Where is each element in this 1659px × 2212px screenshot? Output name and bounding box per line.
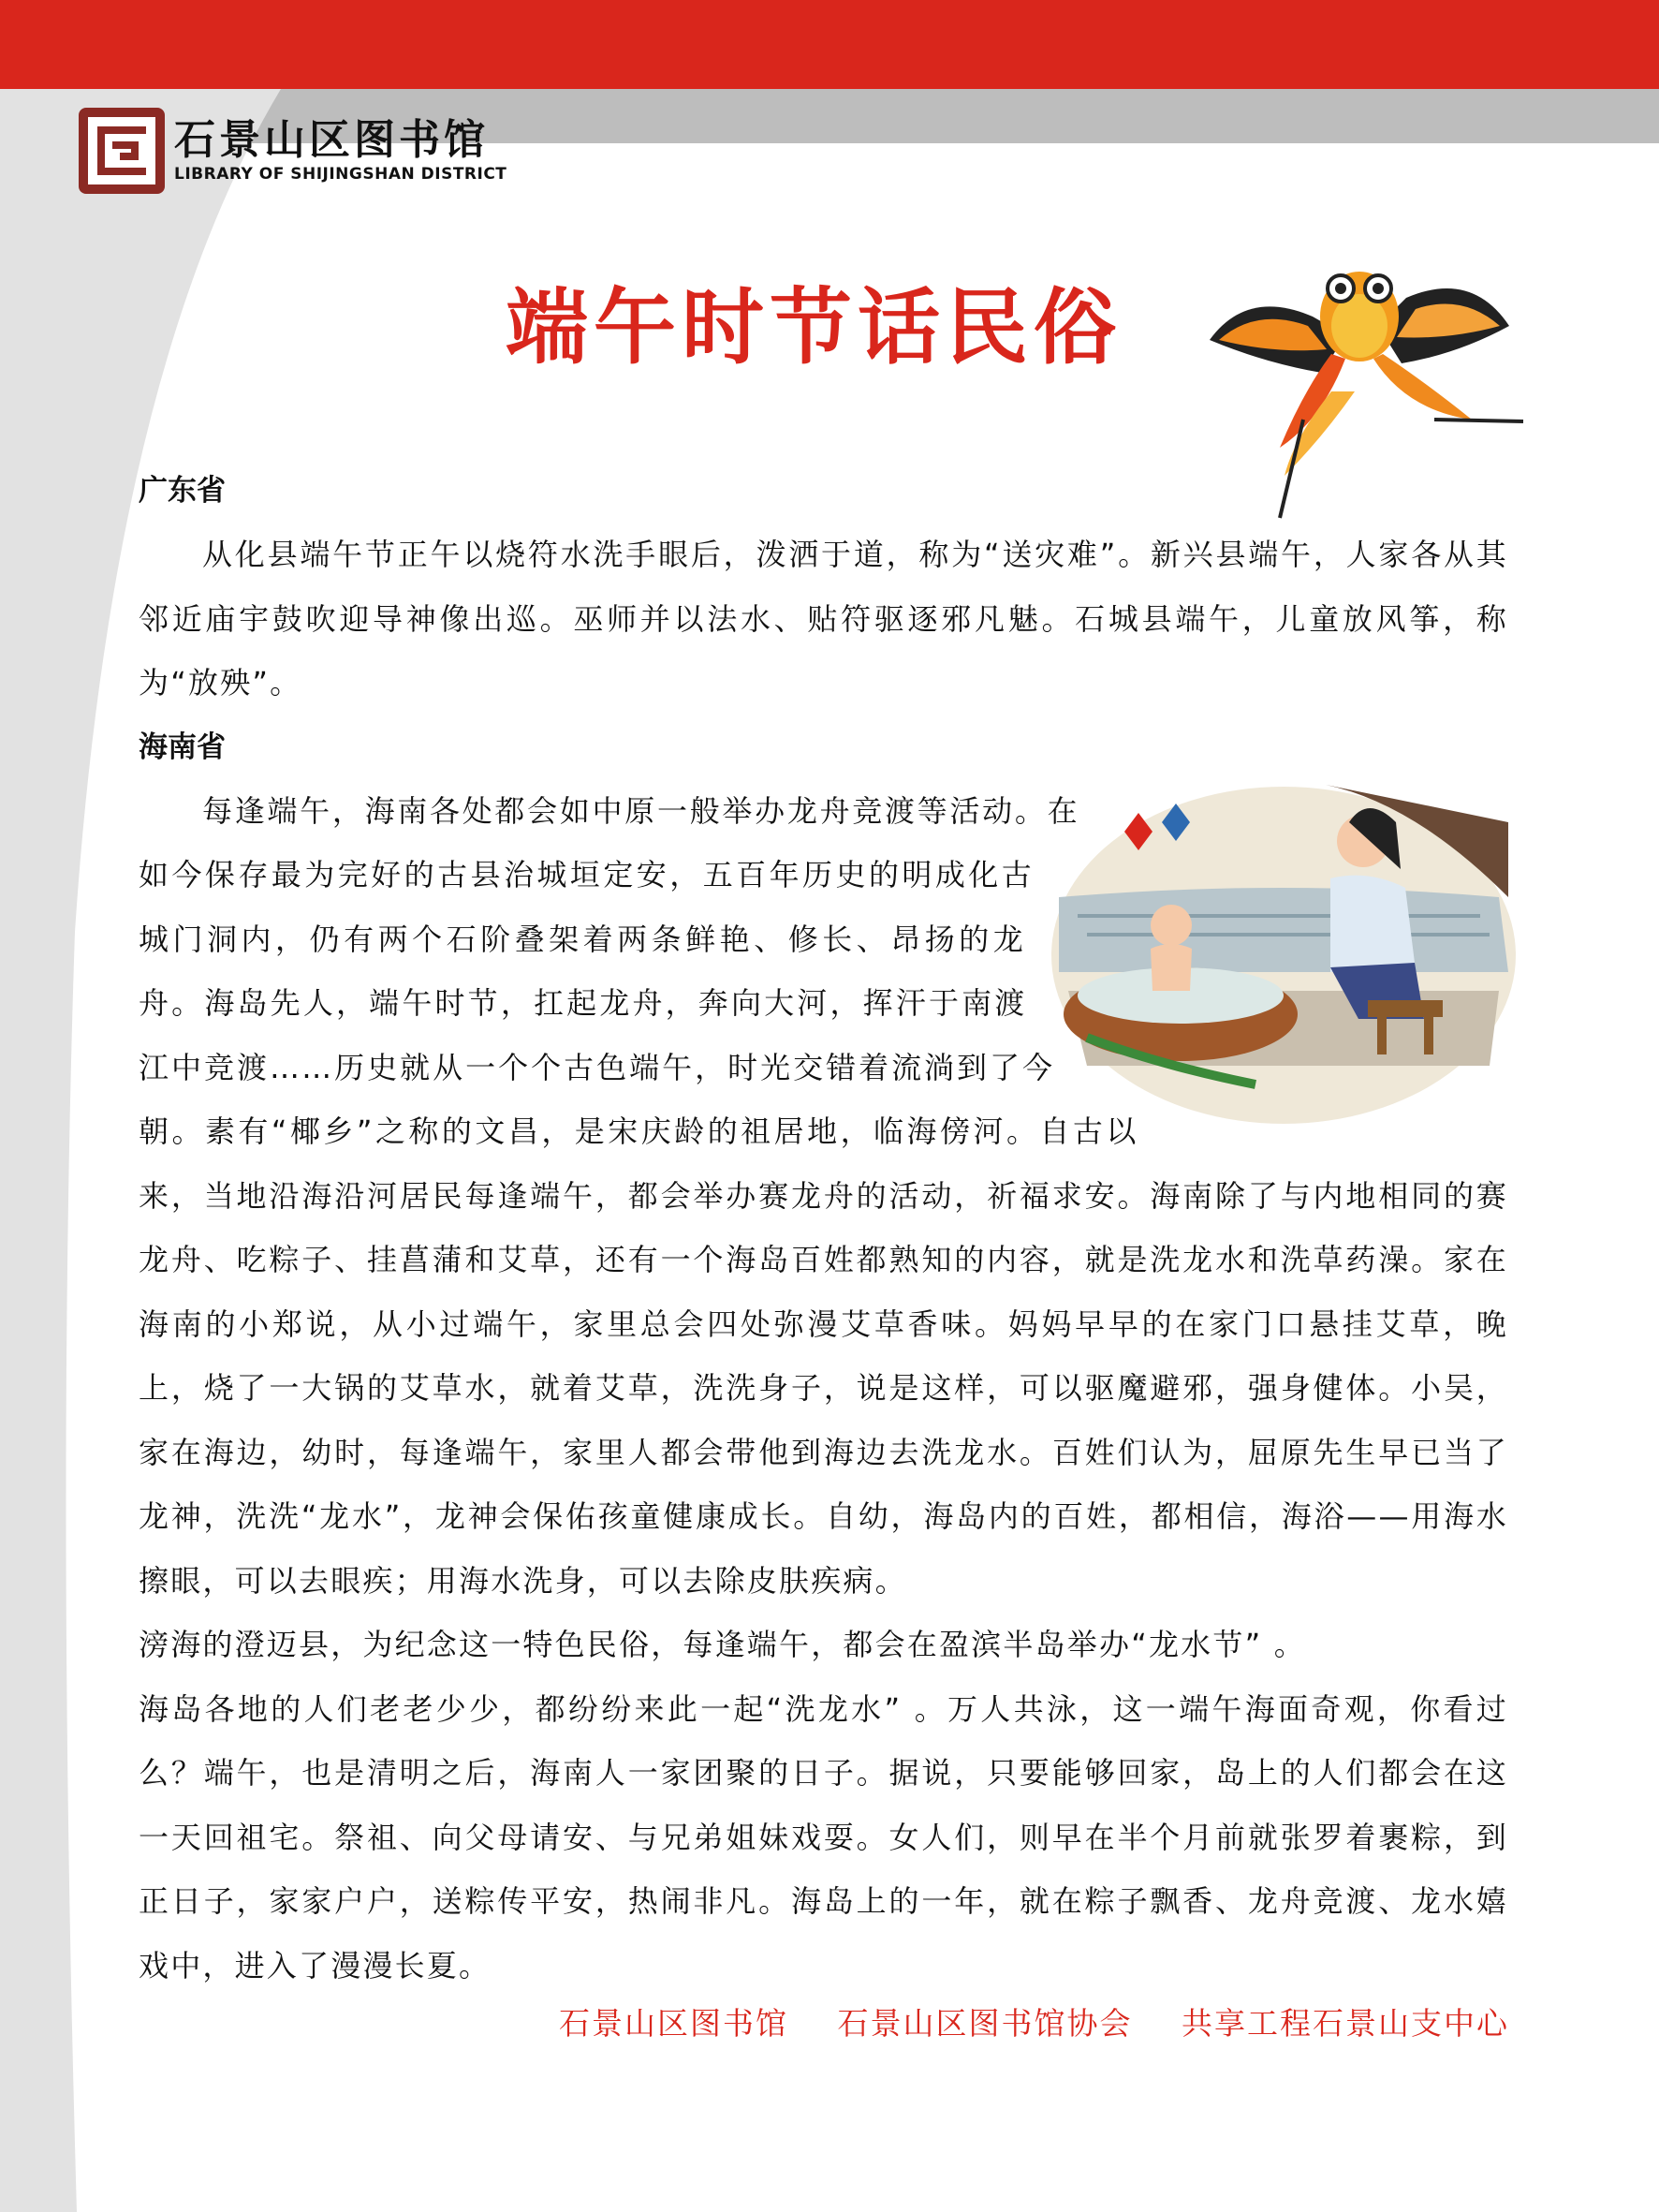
footer-org-library: 石景山区图书馆: [559, 2005, 788, 2042]
article-body: [139, 459, 1508, 1998]
section-heading-guangdong: 广东省: [139, 474, 226, 508]
footer-organizations: [521, 1999, 1509, 2043]
section-text-hainan-1-content: 每逢端午，海南各处都会如中原一般举办龙舟竞渡等活动。在如今保存最为完好的古县治城垣定安，五百年历史的明成化古城门洞内，仍有两个石阶叠架着两条鲜艳、修长、昂扬的龙舟。海岛先人，端午时节，扛起龙舟，奔向大河，挥汗于南渡江中竞渡……历史就从一个个古色端午，时光交错着流淌到了今朝。素有“椰乡”之称的文昌，是宋庆龄的祖居地，临海傍河。自古以来，当地沿海沿河居民每逢端午，都会举办赛龙舟的活动，祈福求安。海南除了与内地相同的赛龙舟、吃粽子、挂菖蒲和艾草，还有一个海岛百姓都熟知的内容，就是洗龙水和洗草药澡。家在海南的小郑说，从小过端午，家里总会四处弥漫艾草香味。妈妈早早的在家门口悬挂艾草，晚上，烧了一大锅的艾草水，就着艾草，洗洗身子，说是这样，可以驱魔避邪，强身健体。小吴，家在海边，幼时，每逢端午，家里人都会带他到海边去洗龙水。百姓们认为，屈原先生早已当了龙神，洗洗“龙水”，龙神会保佑孩童健康成长。自幼，海岛内的百姓，都相信，海浴——用海水擦眼，可以去眼疾；用海水洗身，可以去除皮肤疾病。: [139, 792, 1508, 1599]
section-body-hainan: [139, 779, 1508, 1998]
footer-org-association: 石景山区图书馆协会: [837, 2005, 1133, 2042]
top-red-band: [0, 0, 1659, 89]
section-text-guangdong: 从化县端午节正午以烧符水洗手眼后，泼洒于道，称为“送灾难”。新兴县端午，人家各从其邻近庙宇鼓吹迎导神像出巡。巫师并以法水、贴符驱逐邪凡魅。石城县端午，儿童放风筝，称为“放殃”。: [139, 537, 1508, 700]
section-text-hainan-1: [139, 779, 1508, 1614]
page-title: 端午时节话民俗: [506, 279, 1123, 376]
section-text-hainan-3: 海岛各地的人们老老少少，都纷纷来此一起“洗龙水” 。万人共泳，这一端午海面奇观，你看过么？端午，也是清明之后，海南人一家团聚的日子。据说，只要能够回家，岛上的人们都会在这一天回祖宅。祭祖、向父母请安、与兄弟姐妹戏耍。女人们，则早在半个月前就张罗着裹粽，到正日子，家家户户，送粽传平安，热闹非凡。海岛上的一年，就在粽子飘香、龙舟竞渡、龙水嬉戏中，进入了漫漫长夏。: [139, 1690, 1508, 1983]
library-seal-logo-icon: [79, 108, 165, 194]
footer-org-sharing-center: 共享工程石景山支中心: [1182, 2005, 1509, 2042]
section-heading-hainan: 海南省: [139, 730, 226, 764]
section-text-hainan-2: 滂海的澄迈县，为纪念这一特色民俗，每逢端午，都会在盈滨半岛举办“龙水节” 。: [139, 1627, 1306, 1662]
dragon-water-bath-illustration: [1050, 785, 1518, 1127]
library-name-cn: 石景山区图书馆: [174, 116, 489, 164]
library-logo: [79, 108, 507, 194]
library-name-en: LIBRARY OF SHIJINGSHAN DISTRICT: [174, 165, 507, 184]
